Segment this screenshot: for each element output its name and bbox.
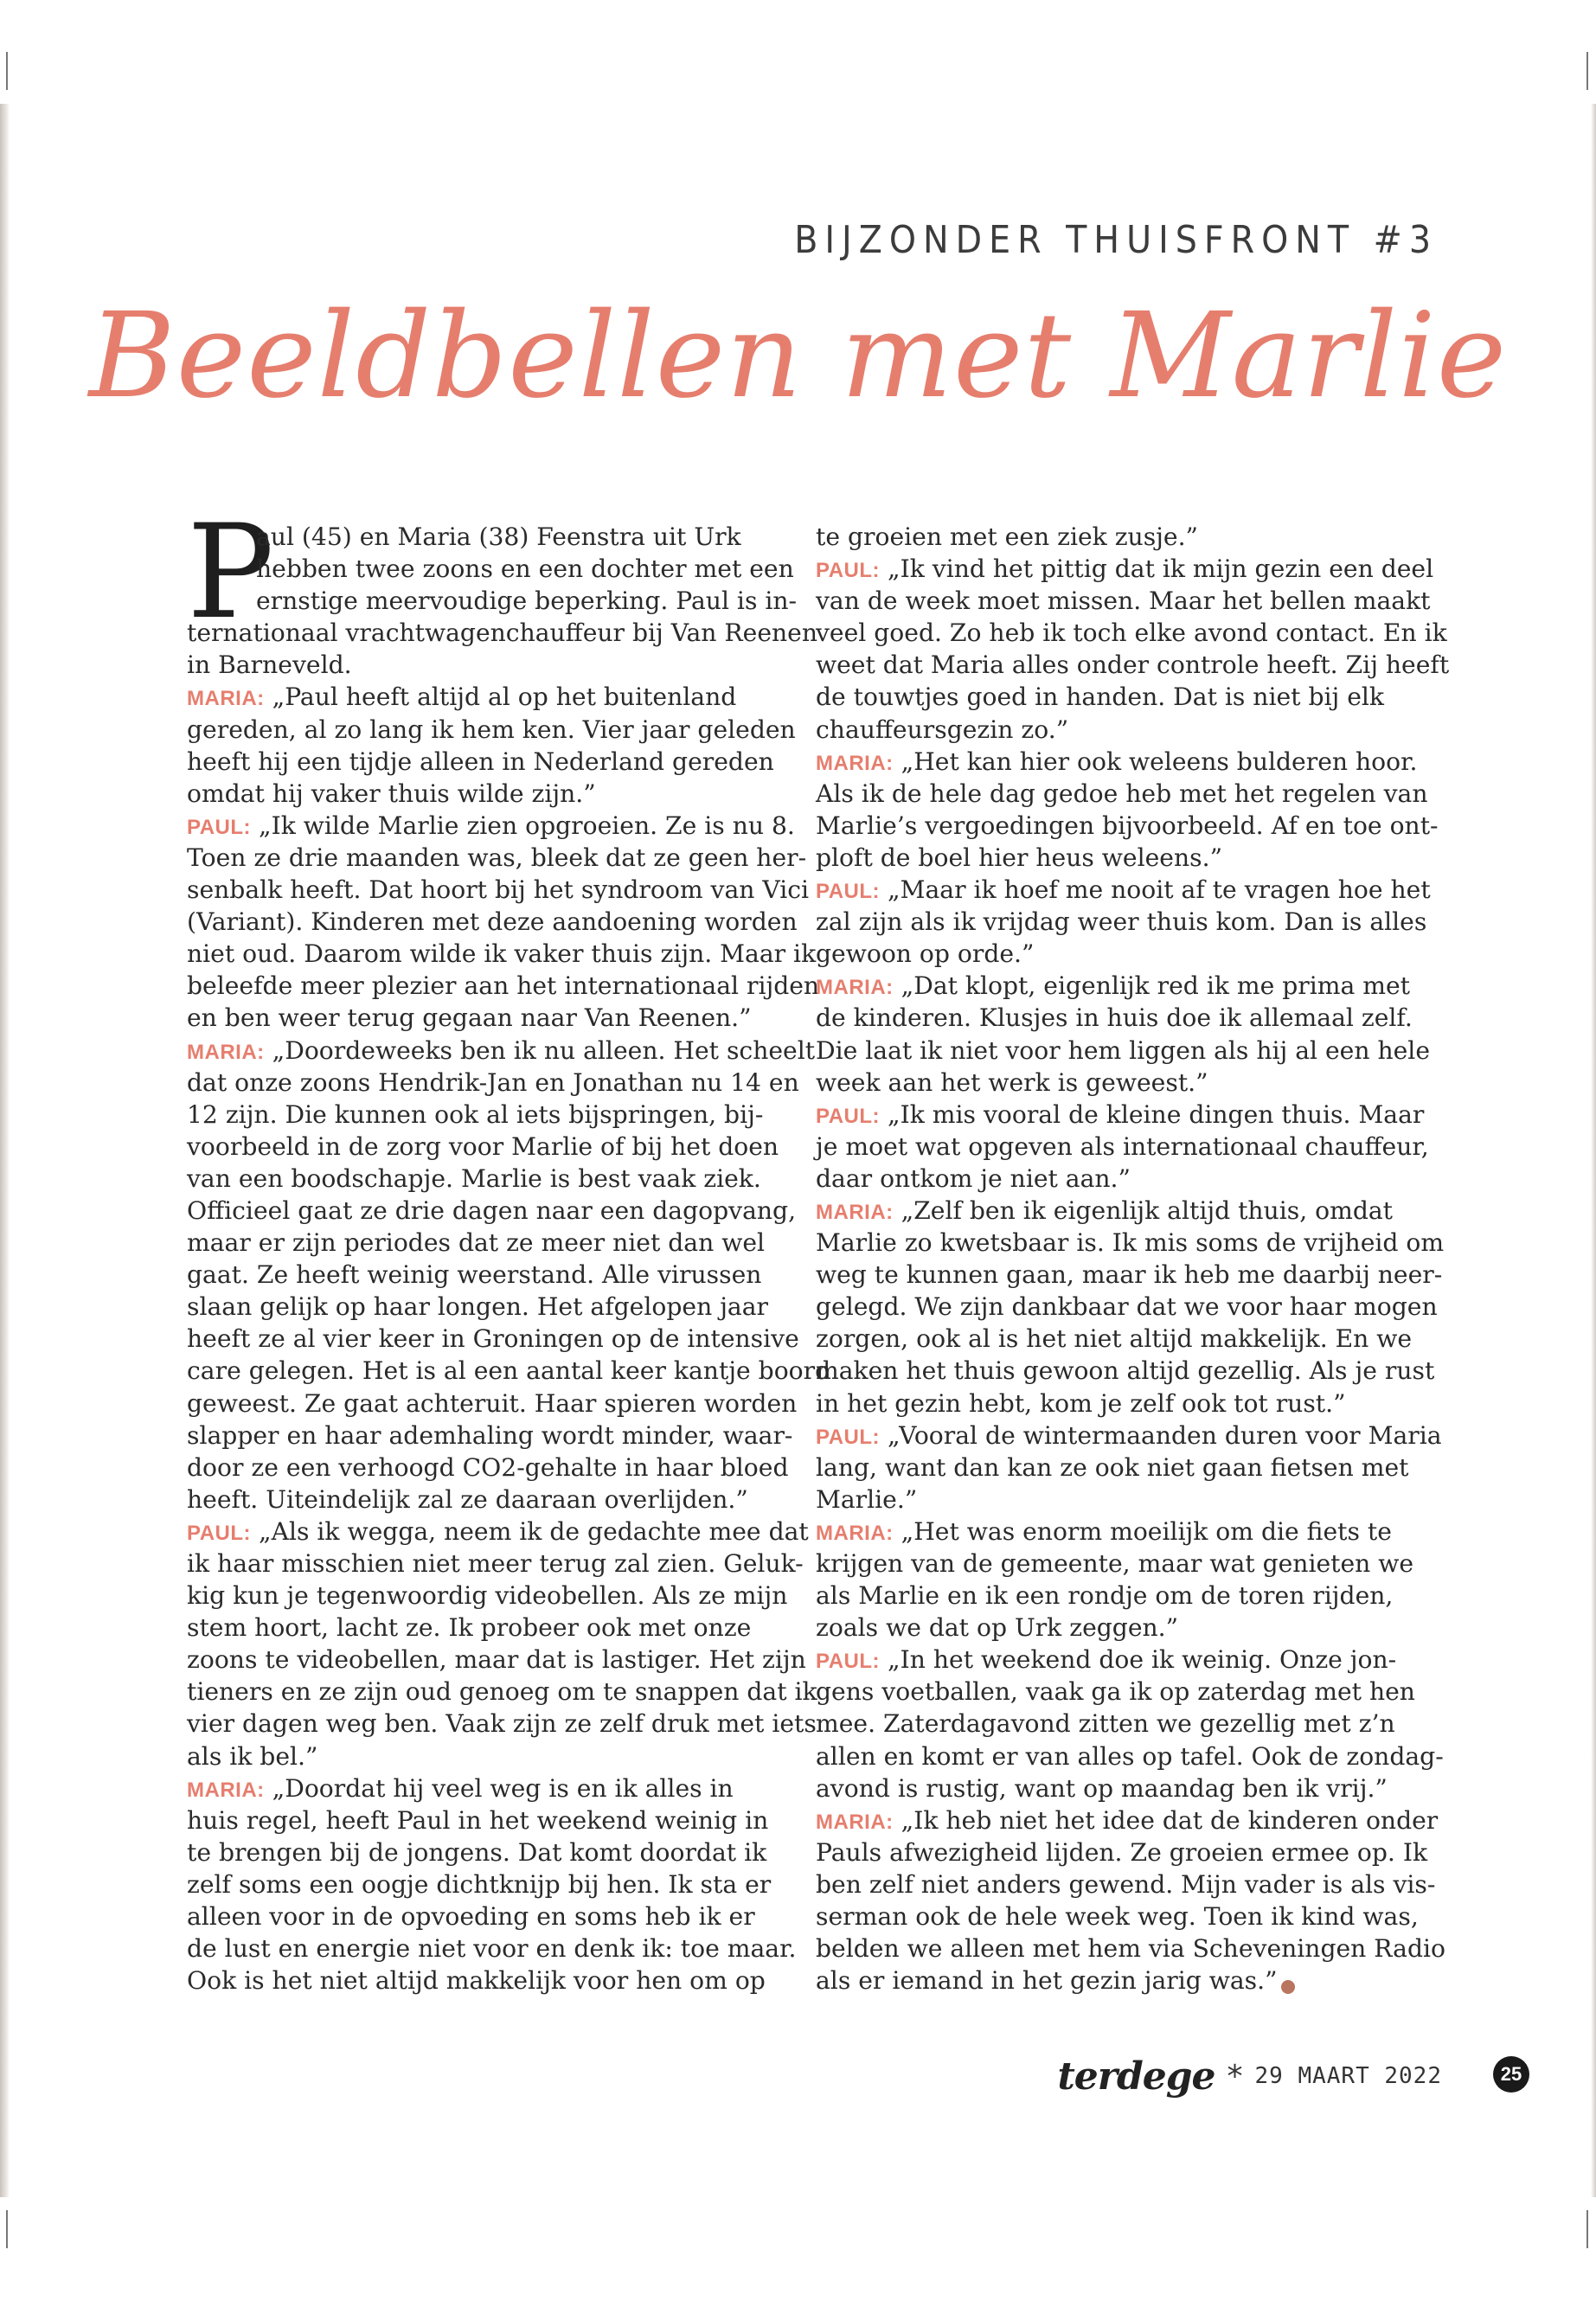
line-text: gelegd. We zijn dankbaar dat we voor haar mogen: [816, 1292, 1438, 1322]
line-text: van een boodschapje. Marlie is best vaak ziek.: [187, 1163, 761, 1193]
text-line: [187, 1580, 788, 1612]
line-text: omdat hij vaker thuis wilde zijn.”: [187, 779, 596, 808]
line-text: dat onze zoons Hendrik-Jan en Jonathan nu 14 en: [187, 1067, 799, 1097]
speaker-label: PAUL:: [816, 559, 881, 583]
line-text: maar er zijn periodes dat ze meer niet dan wel: [187, 1228, 766, 1258]
text-line: [816, 1868, 1436, 1900]
line-text: „Vooral de wintermaanden duren voor Maria: [880, 1420, 1442, 1450]
line-text: niet oud. Daarom wilde ik vaker thuis zijn. Maar ik: [187, 939, 817, 969]
line-text: de kinderen. Klusjes in huis doe ik allemaal zelf.: [816, 1003, 1413, 1033]
text-line: [816, 681, 1421, 713]
line-text: „In het weekend doe ik weinig. Onze jon-: [880, 1645, 1397, 1675]
text-line: [187, 1484, 784, 1516]
text-line: [187, 842, 807, 874]
line-text: gereden, al zo lang ik hem ken. Vier jaar geleden: [187, 715, 796, 744]
text-line: [816, 1291, 1438, 1323]
text-line: [187, 1355, 831, 1387]
text-line: [816, 649, 1450, 681]
line-text: ik haar misschien niet meer terug zal zien. Geluk-: [187, 1549, 804, 1578]
column-right: [816, 521, 1450, 1997]
text-line: [187, 1099, 784, 1131]
line-text: door ze een verhoogd CO2-gehalte in haar bloed: [187, 1452, 789, 1482]
text-line: [816, 521, 1421, 553]
text-line: [816, 1163, 1421, 1195]
line-text: de lust en energie niet voor en denk ik: toe maar.: [187, 1934, 797, 1964]
text-line: [816, 1259, 1443, 1291]
text-line: [816, 1002, 1421, 1034]
text-line: [816, 714, 1421, 746]
line-text: senbalk heeft. Dat hoort bij het syndroom van Vici: [187, 875, 810, 905]
text-line: [816, 810, 1439, 842]
speaker-label: MARIA:: [816, 1200, 894, 1224]
text-line: [187, 1548, 804, 1580]
line-text: huis regel, heeft Paul in het weekend weinig in: [187, 1805, 769, 1835]
column-left: [187, 497, 831, 1997]
text-line: [187, 1035, 816, 1067]
speaker-label: PAUL:: [816, 1104, 881, 1128]
line-text: Die laat ik niet voor hem liggen als hij al een hele: [816, 1035, 1431, 1065]
text-line: [187, 1002, 784, 1034]
line-text: care gelegen. Het is al een aantal keer kantje boord: [187, 1356, 831, 1386]
line-text: beleefde meer plezier aan het internationaal rijden: [187, 971, 820, 1001]
line-text: belden we alleen met hem via Scheveningen Radio: [816, 1934, 1445, 1964]
line-text: Ook is het niet altijd makkelijk voor hen om op: [187, 1966, 766, 1996]
line-text: „Het kan hier ook weleens bulderen hoor.: [893, 747, 1418, 776]
text-line: [187, 681, 784, 713]
text-line: [816, 1388, 1421, 1420]
text-line: [816, 1227, 1445, 1259]
line-text: Officieel gaat ze drie dagen naar een dagopvang,: [187, 1195, 797, 1225]
line-text: van de week moet missen. Maar het bellen maakt: [816, 586, 1431, 616]
text-line: [187, 1420, 793, 1452]
speaker-label: PAUL:: [816, 880, 881, 904]
line-text: „Het was enorm moeilijk om die fiets te: [893, 1516, 1392, 1546]
line-text: „Ik wilde Marlie zien opgroeien. Ze is nu 8.: [251, 811, 795, 840]
text-line: [816, 906, 1427, 938]
text-line: [187, 746, 784, 778]
issue-date: 29 MAART 2022: [1254, 2063, 1442, 2089]
line-text: weg te kunnen gaan, maar ik heb me daarbij neer-: [816, 1260, 1443, 1290]
line-text: maken het thuis gewoon altijd gezellig. Als je rust: [816, 1356, 1435, 1386]
line-text: alleen voor in de opvoeding en soms heb ik er: [187, 1902, 755, 1932]
text-line: [187, 1452, 789, 1484]
text-line: [816, 778, 1428, 810]
line-text: „Zelf ben ik eigenlijk altijd thuis, omdat: [893, 1195, 1393, 1225]
text-line: [187, 874, 810, 906]
line-text: week aan het werk is geweest.”: [816, 1067, 1208, 1097]
text-line: [816, 1355, 1435, 1387]
text-line: [816, 585, 1431, 617]
text-line: [187, 1900, 784, 1932]
line-text: als er iemand in het gezin jarig was.”: [816, 1966, 1278, 1996]
text-line: [816, 842, 1421, 874]
text-line: [187, 778, 784, 810]
crop-mark: [6, 2210, 8, 2248]
speaker-label: MARIA:: [816, 976, 894, 1000]
line-text: Als ik de hele dag gedoe heb met het regelen van: [816, 779, 1428, 808]
text-line: [187, 1836, 784, 1868]
line-text: Marlie’s vergoedingen bijvoorbeeld. Af en toe ont-: [816, 811, 1439, 840]
line-text: veel goed. Zo heb ik toch elke avond contact. En ik: [816, 619, 1447, 648]
line-text: „Doordat hij veel weg is en ik alles in: [264, 1773, 734, 1803]
text-line: [187, 1644, 806, 1676]
text-line: [187, 1804, 784, 1836]
text-line: [187, 714, 796, 746]
text-line: [187, 938, 817, 970]
text-line: [816, 874, 1431, 906]
text-line: [816, 938, 1421, 970]
line-text: zelf soms een oogje dichtknijp bij hen. Ik sta er: [187, 1869, 772, 1899]
text-line: [187, 1612, 784, 1644]
intro-line: ternationaal vrachtwagenchauffeur bij Van Reenen: [187, 619, 817, 648]
line-text: „Dat klopt, eigenlijk red ik me prima met: [893, 971, 1411, 1001]
text-line: [187, 970, 820, 1002]
line-text: ploft de boel hier heus weleens.”: [816, 843, 1222, 872]
line-text: serman ook de hele week weg. Toen ik kind was,: [816, 1902, 1419, 1932]
text-line: [187, 1388, 798, 1420]
line-text: heeft hij een tijdje alleen in Nederland gereden: [187, 747, 774, 776]
line-text: allen en komt er van alles op tafel. Ook de zondag-: [816, 1741, 1444, 1771]
section-kicker: BIJZONDER THUISFRONT #3: [794, 218, 1438, 262]
line-text: te groeien met een ziek zusje.”: [816, 522, 1198, 551]
text-line: [187, 1131, 784, 1163]
text-line: [816, 1612, 1421, 1644]
line-text: 12 zijn. Die kunnen ook al iets bijspringen, bij-: [187, 1099, 764, 1129]
line-text: ben zelf niet anders gewend. Mijn vader is als vis-: [816, 1869, 1436, 1899]
speaker-label: MARIA:: [187, 687, 265, 711]
speaker-label: PAUL:: [187, 815, 252, 839]
text-line: [816, 1804, 1439, 1836]
line-text: als Marlie en ik een rondje om de toren rijden,: [816, 1581, 1394, 1611]
text-line: [816, 1195, 1421, 1227]
end-mark-icon: [1281, 1980, 1295, 1994]
text-line: [816, 1900, 1421, 1932]
text-line: [187, 1772, 784, 1804]
intro-line: in Barneveld.: [187, 651, 352, 680]
line-text: heeft ze al vier keer in Groningen op de intensive: [187, 1324, 799, 1354]
line-text: zorgen, ook al is het niet altijd makkelijk. En we: [816, 1324, 1413, 1354]
line-text: slapper en haar ademhaling wordt minder, waar-: [187, 1420, 793, 1450]
text-line: [816, 1131, 1429, 1163]
line-text: je moet wat opgeven als internationaal chauffeur,: [816, 1131, 1429, 1161]
line-text: weet dat Maria alles onder controle heeft. Zij heeft: [816, 651, 1450, 680]
speaker-label: PAUL:: [816, 1425, 881, 1449]
text-line: [816, 1965, 1421, 1997]
text-line: [816, 1772, 1421, 1804]
speaker-label: MARIA:: [187, 1778, 265, 1802]
text-line: [816, 1484, 1421, 1516]
text-line: [816, 1323, 1421, 1355]
text-line: [816, 1676, 1421, 1708]
text-line: [187, 1740, 784, 1772]
text-line: [816, 746, 1421, 778]
drop-cap: P: [187, 497, 274, 648]
text-line: [187, 810, 795, 842]
line-text: gewoon op orde.”: [816, 939, 1035, 969]
line-text: kig kun je tegenwoordig videobellen. Als ze mijn: [187, 1581, 788, 1611]
intro-line: hebben twee zoons en een dochter met een: [256, 554, 794, 584]
speaker-label: PAUL:: [187, 1521, 252, 1545]
magazine-brand: terdege: [1057, 2054, 1215, 2099]
line-text: zal zijn als ik vrijdag weer thuis kom. Dan is alles: [816, 907, 1427, 937]
line-text: vier dagen weg ben. Vaak zijn ze zelf druk met iets: [187, 1709, 817, 1739]
text-line: [816, 1932, 1445, 1965]
line-text: en ben weer terug gegaan naar Van Reenen.”: [187, 1003, 752, 1033]
line-text: gens voetballen, vaak ga ik op zaterdag met hen: [816, 1677, 1415, 1707]
line-text: gaat. Ze heeft weinig weerstand. Alle virussen: [187, 1260, 762, 1290]
speaker-label: MARIA:: [816, 1810, 894, 1834]
page-footer: [1057, 2050, 1442, 2102]
line-text: heeft. Uiteindelijk zal ze daaraan overlijden.”: [187, 1484, 748, 1514]
text-line: [816, 553, 1434, 585]
intro-line: aul (45) en Maria (38) Feenstra uit Urk: [256, 522, 741, 551]
line-text: tieners en ze zijn oud genoeg om te snappen dat ik: [187, 1677, 817, 1707]
text-line: [816, 1452, 1421, 1484]
text-line: [816, 1548, 1421, 1580]
crop-mark: [1586, 2210, 1588, 2248]
text-line: [816, 1067, 1421, 1099]
text-line: [187, 1965, 784, 1997]
line-text: Marlie zo kwetsbaar is. Ik mis soms de vrijheid om: [816, 1228, 1445, 1258]
line-text: zoons te videobellen, maar dat is lastiger. Het zijn: [187, 1645, 806, 1675]
text-line: [187, 1163, 784, 1195]
line-text: de touwtjes goed in handen. Dat is niet bij elk: [816, 683, 1384, 712]
text-line: [816, 1099, 1425, 1131]
line-text: geweest. Ze gaat achteruit. Haar spieren worden: [187, 1388, 798, 1418]
text-line: [816, 1516, 1421, 1548]
text-line: [187, 1868, 784, 1900]
article-title: Beeldbellen met Marlie: [88, 288, 1508, 425]
text-line: [187, 1323, 799, 1355]
text-line: [187, 1195, 797, 1227]
line-text: mee. Zaterdagavond zitten we gezellig met z’n: [816, 1709, 1395, 1739]
text-line: [816, 970, 1421, 1002]
page-number: 25: [1493, 2056, 1529, 2093]
speaker-label: MARIA:: [816, 1521, 894, 1545]
line-text: zoals we dat op Urk zeggen.”: [816, 1613, 1179, 1643]
text-line: [187, 1516, 809, 1548]
asterisk-separator: *: [1227, 2058, 1243, 2094]
line-text: „Maar ik hoef me nooit af te vragen hoe het: [880, 875, 1431, 905]
line-text: „Doordeweeks ben ik nu alleen. Het scheelt: [264, 1035, 816, 1065]
text-line: [816, 1035, 1431, 1067]
line-text: „Paul heeft altijd al op het buitenland: [264, 683, 737, 712]
text-line: [816, 1708, 1421, 1740]
speaker-label: PAUL:: [816, 1650, 881, 1674]
line-text: Toen ze drie maanden was, bleek dat ze geen her-: [187, 843, 807, 872]
speaker-label: MARIA:: [816, 751, 894, 775]
line-text: voorbeeld in de zorg voor Marlie of bij het doen: [187, 1131, 779, 1161]
line-text: stem hoort, lacht ze. Ik probeer ook met onze: [187, 1613, 752, 1643]
line-text: als ik bel.”: [187, 1741, 318, 1771]
text-line: [816, 1836, 1428, 1868]
text-line: [187, 1708, 817, 1740]
text-line: [187, 1676, 817, 1708]
line-text: slaan gelijk op haar longen. Het afgelopen jaar: [187, 1292, 769, 1322]
text-line: [816, 617, 1447, 649]
line-text: te brengen bij de jongens. Dat komt doordat ik: [187, 1837, 767, 1867]
text-line: [187, 1291, 784, 1323]
text-line: [187, 1259, 784, 1291]
line-text: Marlie.”: [816, 1484, 918, 1514]
line-text: lang, want dan kan ze ook niet gaan fietsen met: [816, 1452, 1409, 1482]
line-text: (Variant). Kinderen met deze aandoening worden: [187, 907, 798, 937]
text-line: [187, 906, 798, 938]
text-line: [816, 1740, 1444, 1772]
text-line: [816, 1644, 1421, 1676]
intro-line: ernstige meervoudige beperking. Paul is in-: [256, 586, 798, 616]
line-text: „Ik heb niet het idee dat de kinderen onder: [893, 1805, 1439, 1835]
line-text: „Ik mis vooral de kleine dingen thuis. Maar: [880, 1099, 1425, 1129]
line-text: in het gezin hebt, kom je zelf ook tot rust.”: [816, 1388, 1346, 1418]
text-line: [816, 1420, 1442, 1452]
text-line: [187, 1227, 784, 1259]
line-text: krijgen van de gemeente, maar wat genieten we: [816, 1549, 1414, 1578]
line-text: chauffeursgezin zo.”: [816, 715, 1069, 744]
crop-mark: [6, 52, 8, 90]
line-text: „Als ik wegga, neem ik de gedachte mee dat: [251, 1516, 809, 1546]
text-line: [816, 1580, 1421, 1612]
crop-mark: [1586, 52, 1588, 90]
speaker-label: MARIA:: [187, 1040, 265, 1064]
text-line: [187, 1932, 797, 1965]
text-line: [187, 1067, 799, 1099]
line-text: avond is rustig, want op maandag ben ik vrij.”: [816, 1773, 1388, 1803]
line-text: Pauls afwezigheid lijden. Ze groeien ermee op. Ik: [816, 1837, 1428, 1867]
line-text: „Ik vind het pittig dat ik mijn gezin een deel: [880, 554, 1434, 584]
line-text: daar ontkom je niet aan.”: [816, 1163, 1131, 1193]
